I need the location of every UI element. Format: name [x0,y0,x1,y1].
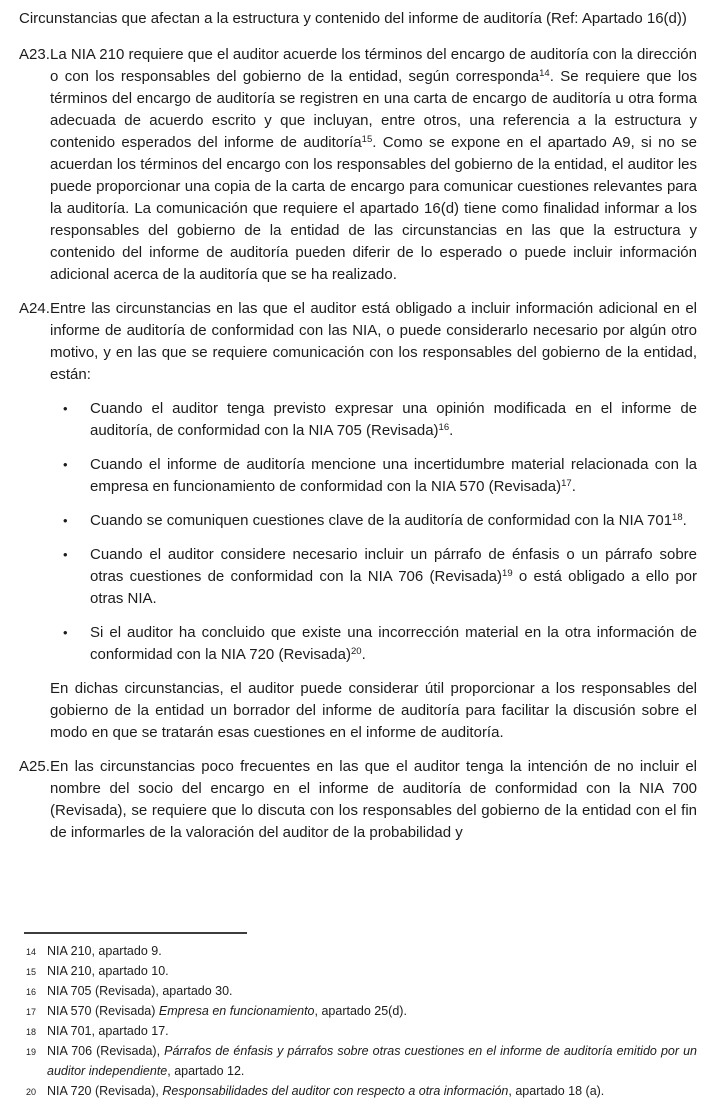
text-run: NIA 720 (Revisada), [47,1084,163,1098]
text-run: En las circunstancias poco frecuentes en las que el auditor tenga la intención de no incluir el nombre del socio del encargo en el informe de auditoría de conformidad con la NIA 700 (Revisada), se requiere que lo discuta con los responsables del gobierno de la entidad con el fin de informarles de la valoración del auditor de la probabilidad y [50,758,697,841]
text-run: . Se requiere que los términos del encargo de auditoría se registren en una carta de encargo de auditoría u otra forma adecuada de acuerdo escrito y que incluyan, entre otros, una referencia a la estructura y contenido esperados del informe de auditoría [50,68,697,151]
footnote-number: 14 [26,947,37,957]
text-run: Cuando el informe de auditoría mencione una incertidumbre material relacionada con la empresa en funcionamiento de conformidad con la NIA 570 (Revisada) [90,456,697,495]
paragraph-a24 [19,298,697,386]
bullet-item [63,510,697,532]
footnote-separator [24,932,247,934]
bullet-marker: • [63,547,68,562]
text-run: . Como se expone en el apartado A9, si no se acuerdan los términos del encargo con los responsables del gobierno de la entidad, el auditor les puede proporcionar una copia de la carta de encargo para comunicar cuestiones relevantes para la auditoría. La comunicación que requiere el apartado 16(d) tiene como finalidad informar a los responsables del gobierno de la entidad de las circunstancias en las que la estructura y contenido del informe de auditoría pueden diferir de lo esperado o puede incluir información adicional acerca de la auditoría que se ha realizado. [50,134,697,283]
bullet-item [63,454,697,498]
text-run: NIA 210, apartado 10. [47,964,169,978]
bullet-item [63,398,697,442]
text-run: Entre las circunstancias en las que el auditor está obligado a incluir información adicional en el informe de auditoría de conformidad con las NIA, o puede considerarlo necesario por algún otro motivo, y en las que se requiere comunicación con los responsables del gobierno de la entidad, están: [50,300,697,383]
bullet-marker: • [63,513,68,528]
footnote-area [19,932,697,1101]
text-run: NIA 570 (Revisada) [47,1004,159,1018]
text-run: NIA 701, apartado 17. [47,1024,169,1038]
text-run: , apartado 25(d). [314,1004,407,1018]
footnote-ref: 17 [561,478,572,489]
text-run: Cuando el auditor considere necesario incluir un párrafo de énfasis o un párrafo sobre otras cuestiones de conformidad con la NIA 706 (Revisada) [90,546,697,585]
footnote-ref: 14 [539,68,550,79]
footnote-number: 19 [26,1047,37,1057]
text-run: NIA 706 (Revisada), [47,1044,165,1058]
bullet-item [63,544,697,610]
bullet-text [90,510,697,532]
footnote-16 [19,981,697,1001]
text-run: Cuando se comuniquen cuestiones clave de la auditoría de conformidad con la NIA 701 [90,512,673,529]
footnote-ref: 15 [361,134,373,145]
text-run: , apartado 18 (a). [508,1084,605,1098]
section-heading: Circunstancias que afectan a la estructura y contenido del informe de auditoría (Ref: Apartado 16(d)) [19,10,687,27]
bullet-text [90,398,697,442]
footnote-ref: 18 [672,512,683,523]
text-run: . [571,478,576,495]
bullet-marker: • [63,625,68,640]
bullet-item [63,622,697,666]
footnote-17 [19,1001,697,1021]
footnote-number: 20 [26,1087,37,1097]
text-run: NIA 210, apartado 9. [47,944,162,958]
bullet-marker: • [63,457,68,472]
footnote-19 [19,1041,697,1081]
footnotes-list [19,941,697,1101]
footnote-ref: 19 [502,568,513,579]
text-run: . [449,422,454,439]
italic-text-run: Empresa en funcionamiento [158,1004,315,1018]
text-run: La NIA 210 requiere que el auditor acuerde los términos del encargo de auditoría con la dirección o con los responsables del gobierno de la entidad, según corresponda [50,46,697,85]
text-run: , apartado 12. [167,1064,245,1078]
paragraph-a25 [19,756,697,844]
paragraph-label: A24. [19,300,50,317]
footnote-ref: 20 [350,646,362,657]
footnote-15 [19,961,697,981]
text-run: Si el auditor ha concluido que existe una incorrección material en la otra información de conformidad con la NIA 720 (Revisada) [90,624,697,663]
bullet-text [90,454,697,498]
paragraph-continuation [50,678,697,744]
footnote-number: 15 [26,967,37,977]
paragraph-label: A25. [19,758,50,775]
document-content [19,44,697,856]
bullet-text [90,544,697,610]
text-run: En dichas circunstancias, el auditor puede considerar útil proporcionar a los responsables del gobierno de la entidad un borrador del informe de auditoría para facilitar la discusión sobre el modo en que se tratarán esas cuestiones en el informe de auditoría. [50,680,697,741]
footnote-20 [19,1081,697,1101]
italic-text-run: Responsabilidades del auditor con respecto a otra información [162,1084,509,1098]
paragraph-label: A23. [19,46,50,63]
footnote-number: 17 [26,1007,37,1017]
text-run: . [682,512,687,529]
footnote-ref: 16 [438,422,450,433]
footnote-18 [19,1021,697,1041]
footnote-number: 16 [26,987,37,997]
bullet-text [90,622,697,666]
text-run: . [361,646,366,663]
italic-text-run: Párrafos de énfasis y párrafos sobre otras cuestiones en el informe de auditoría emitido por un auditor independiente [47,1044,697,1078]
text-run: NIA 705 (Revisada), apartado 30. [47,984,233,998]
paragraph-a23 [19,44,697,286]
footnote-14 [19,941,697,961]
text-run: Cuando el auditor tenga previsto expresar una opinión modificada en el informe de auditoría, de conformidad con la NIA 705 (Revisada) [90,400,697,439]
bullet-marker: • [63,401,68,416]
footnote-number: 18 [26,1027,37,1037]
text-run: o está obligado a ello por otras NIA. [90,568,698,607]
